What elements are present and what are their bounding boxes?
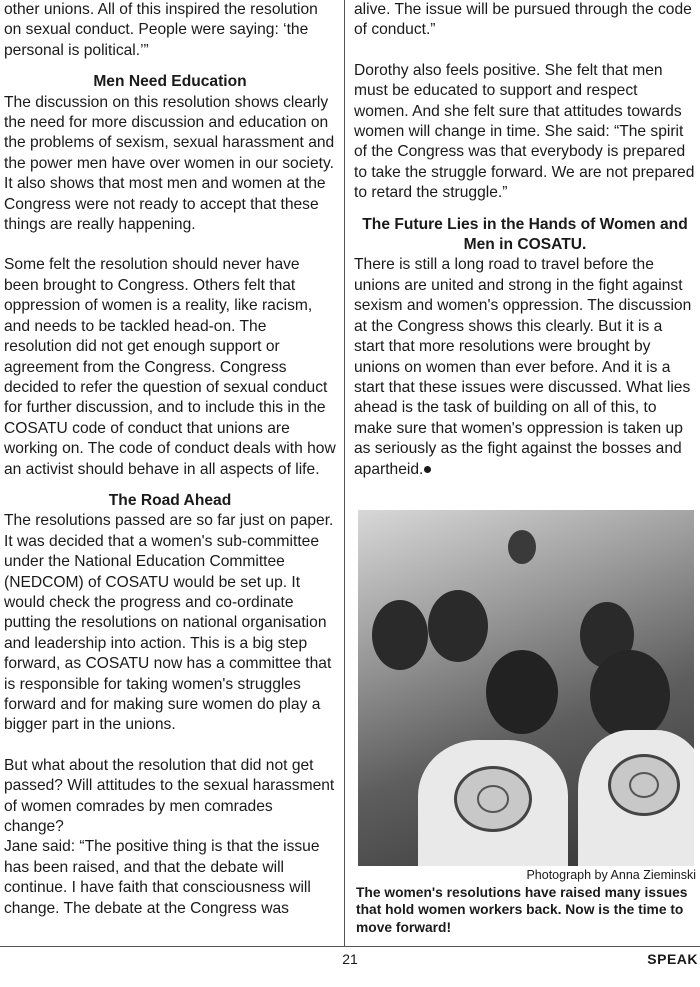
paragraph-future-text: There is still a long road to travel before the unions are united and strong in the fight against sexism and women's oppression. The discussion at the Congress shows this clearly. But it is a start that more resolutions were brought by unions on women than ever before. And it is a start that these issues were discussed. What lies ahead is the task of building on all of this, to make sure that women's oppression is taken up as seriously as the fight against the bosses and apartheid. bbox=[354, 256, 692, 478]
magazine-name: SPEAK bbox=[647, 951, 698, 967]
paragraph-question: But what about the resolution that did not get passed? Will attitudes to the sexual harassment of women comrades by men comrades change? bbox=[4, 756, 335, 836]
heading-future: The Future Lies in the Hands of Women and Men in COSATU. bbox=[362, 215, 688, 254]
paragraph-jane-quote: Jane said: “The positive thing is that the issue has been raised, and that the debate will continue. I have faith that consciousness will change. The debate at the Congress was bbox=[4, 838, 320, 917]
paragraph-dorothy: Dorothy also feels positive. She felt that men must be educated to support and respect women. And she felt sure that attitudes towards women will change in time. She said: “The spirit of the Congress was that everybody is prepared to take the struggle forward. We are not prepared to retard the struggle.” bbox=[354, 61, 695, 202]
paragraph-future bbox=[354, 255, 696, 479]
raised-fist-icon bbox=[508, 530, 536, 564]
photo-women-celebrating bbox=[358, 510, 694, 866]
photo-caption: The women's resolutions have raised many issues that hold women workers back. Now is the time to move forward! bbox=[356, 885, 688, 935]
right-column bbox=[354, 0, 696, 480]
paragraph-resolution: Some felt the resolution should never have been brought to Congress. Others felt that oppression of women is a reality, like racism, and needs to be tackled head-on. The resolution did not get enough support or agreement from the Congress. Congress decided to refer the question of sexual conduct for further discussion, and to include this in the COSATU code of conduct that unions are working on. The code of conduct deals with how an activist should behave in all aspects of life. bbox=[4, 256, 336, 478]
left-column bbox=[4, 0, 336, 919]
column-divider bbox=[344, 0, 345, 946]
person-head bbox=[590, 650, 670, 740]
fawu-logo-icon bbox=[608, 754, 680, 816]
page-number: 21 bbox=[342, 951, 358, 967]
footer-divider bbox=[0, 946, 700, 947]
heading-men-need-education: Men Need Education bbox=[93, 73, 247, 91]
paragraph-intro: other unions. All of this inspired the resolution on sexual conduct. People were saying: ‘the personal is political.’” bbox=[4, 1, 318, 59]
paragraph-road-ahead: The resolutions passed are so far just on paper. It was decided that a women's sub-committee under the National Education Committee (NEDCOM) of COSATU would be set up. It would check the progress and co-ordinate putting the resolutions on national organisation and leadership into action. This is a big step forward, as COSATU now has a committee that is responsible for taking women's struggles forward and for making sure women do play a bigger part in the unions. bbox=[4, 512, 334, 734]
person-head bbox=[372, 600, 428, 670]
paragraph-education: The discussion on this resolution shows clearly the need for more discussion and education on the problems of sexism, sexual harassment and the power men have over women in our society. It also shows that most men and women at the Congress were not ready to accept that these things are really happening. bbox=[4, 93, 335, 234]
end-bullet-icon bbox=[424, 466, 431, 473]
paragraph-alive: alive. The issue will be pursued through the code of conduct.” bbox=[354, 1, 692, 39]
person-head bbox=[428, 590, 488, 662]
heading-road-ahead: The Road Ahead bbox=[108, 491, 232, 509]
fawu-logo-icon bbox=[454, 766, 532, 832]
photo-credit: Photograph by Anna Zieminski bbox=[526, 868, 696, 882]
person-head bbox=[486, 650, 558, 734]
